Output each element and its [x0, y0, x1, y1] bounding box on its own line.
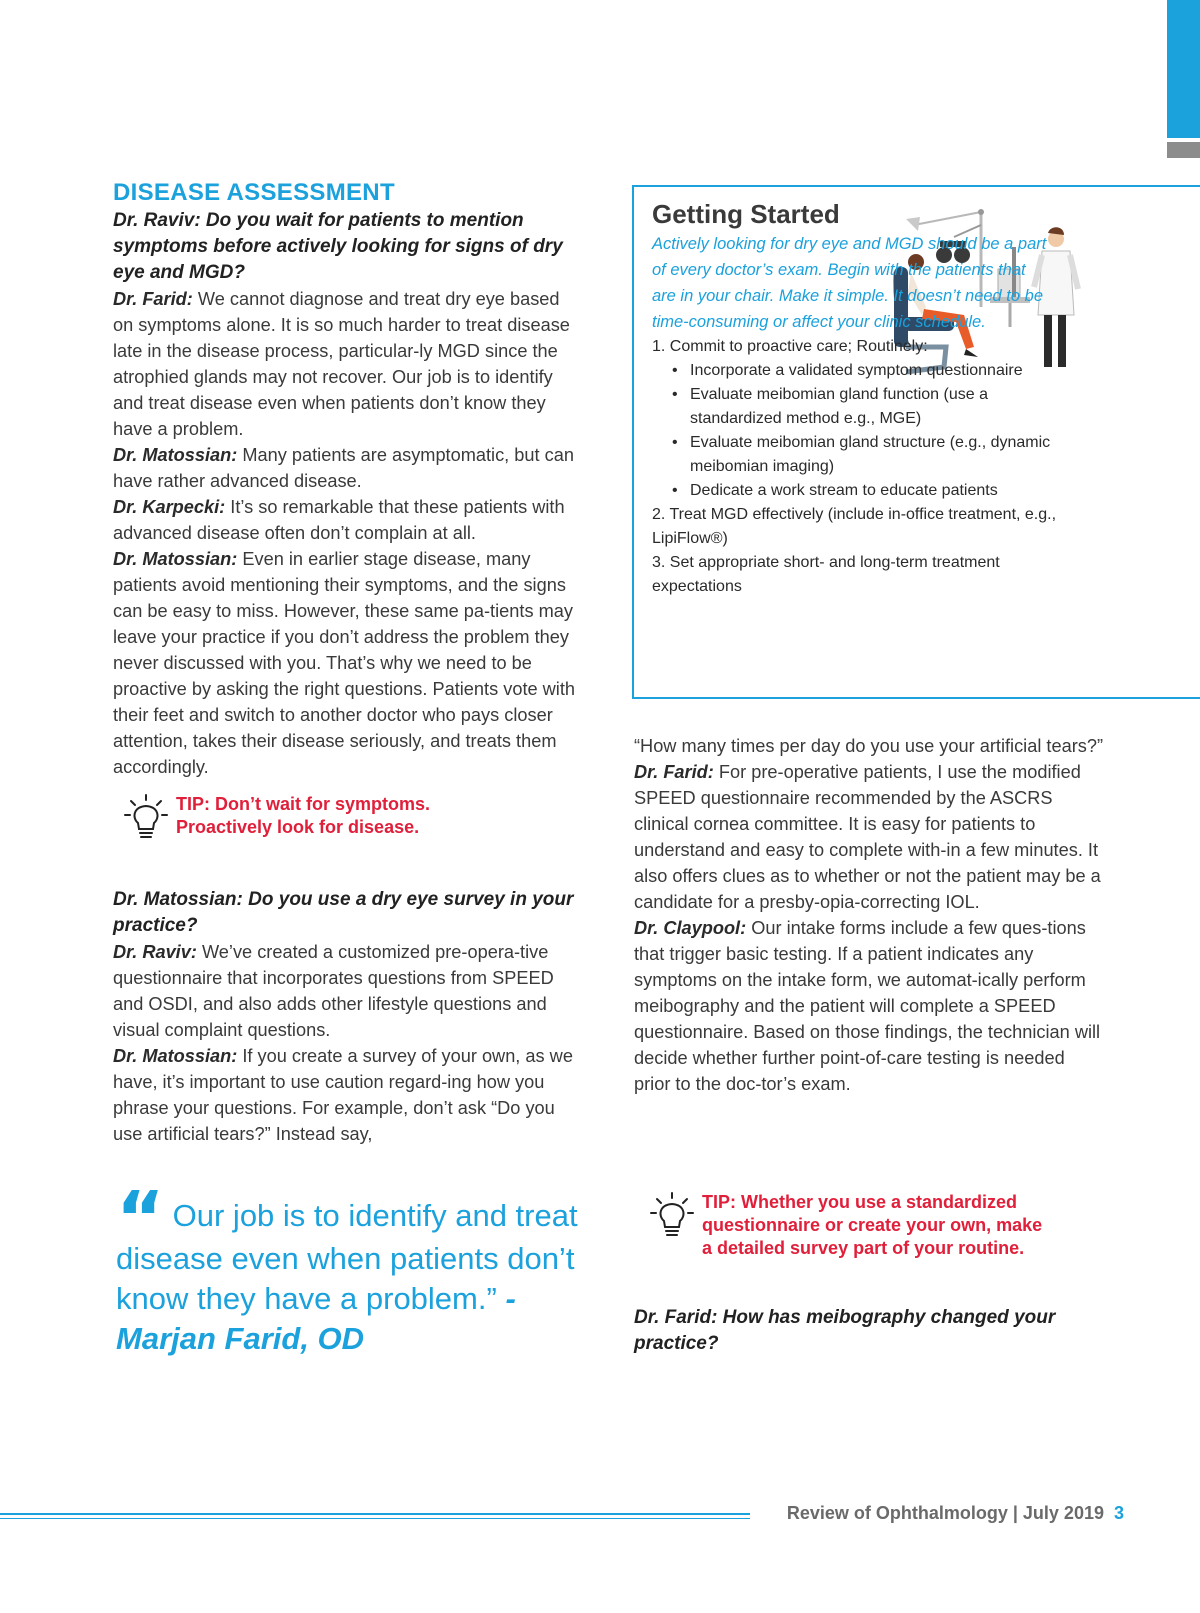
answer-paragraph — [634, 915, 1104, 1097]
answer-text: Our intake forms include a few ques-tions that trigger basic testing. If a patient indicates any symptoms on the intake form, we automat-ically perform meibography and the patient will complete a SPEED questionnaire. Based on those findings, the technician will decide whether further point-of-care testing is needed prior to the doc-tor’s exam. — [634, 918, 1101, 1094]
footer-rule — [0, 1518, 750, 1519]
page-number: 3 — [1113, 1503, 1124, 1523]
answer-paragraph — [634, 759, 1104, 915]
answer-paragraph — [113, 546, 583, 780]
continued-text: “How many times per day do you use your artificial tears?” — [634, 736, 1104, 756]
speaker: Dr. Matossian: — [113, 1046, 238, 1066]
answer-text: Many patients are asymptomatic, but can have rather advanced disease. — [113, 445, 574, 491]
speaker: Dr. Matossian: — [113, 549, 238, 569]
step-item: 1. Commit to proactive care; Routinely: — [652, 338, 928, 355]
question-1: Dr. Raviv: Do you wait for patients to mention symptoms before actively looking for signs of dry eye and MGD? — [113, 210, 563, 283]
bullet-item: • Incorporate a validated symptom questionnaire — [690, 359, 1082, 383]
bullet-item: • Dedicate a work stream to educate patients — [690, 479, 1082, 503]
quote-author: - Marjan Farid, OD — [116, 1281, 516, 1356]
step-item: 2. Treat MGD effectively (include in-office treatment, e.g., LipiFlow®) — [652, 506, 1057, 547]
tip-line: TIP: Whether you use a standardized — [702, 1192, 1018, 1212]
tip-line: TIP: Don’t wait for symptoms. — [176, 794, 431, 814]
bullet-item: • Evaluate meibomian gland structure (e.g., dynamic meibomian imaging) — [690, 431, 1082, 479]
tip-text — [702, 1191, 1042, 1260]
lightbulb-icon — [650, 1191, 694, 1243]
lightbulb-icon — [124, 793, 168, 845]
speaker: Dr. Karpecki: — [113, 497, 226, 517]
question-2: Dr. Matossian: Do you use a dry eye survey in your practice? — [113, 889, 574, 936]
answer-text: We’ve created a customized pre-opera-tive questionnaire that incorporates questions from SPEED and OSDI, and also adds other lifestyle questions and visual complaint questions. — [113, 942, 554, 1040]
footer — [787, 1503, 1124, 1524]
tip-text — [176, 793, 430, 839]
box-intro: Actively looking for dry eye and MGD should be a part of every doctor’s exam. Begin with the patients that are in your chair. Make it simple. It doesn’t need to be time-consuming or affect your clinic schedule. — [652, 235, 1047, 331]
answer-paragraph — [113, 939, 583, 1043]
answer-paragraph — [113, 494, 583, 546]
question-3: Dr. Farid: How has meibography changed your practice? — [634, 1307, 1056, 1354]
answer-text: Even in earlier stage disease, many patients avoid mentioning their symptoms, and the signs can be easy to miss. However, these same pa-tients may leave your practice if you don’t address the problem they never discussed with you. That’s why we need to be proactive by asking the right questions. Patients vote with their feet and switch to another doctor who pays closer attention, takes their disease seriously, and treats them accordingly. — [113, 549, 576, 777]
bullet-item: • Evaluate meibomian gland function (use a standardized method e.g., MGE) — [690, 383, 1082, 431]
answer-text: We cannot diagnose and treat dry eye based on symptoms alone. It is so much harder to treat disease late in the disease process, particular-ly MGD since the atrophied glands may not recover. Our job is to identify and treat disease even when patients don’t know they have a problem. — [113, 289, 570, 439]
speaker: Dr. Farid: — [634, 762, 714, 782]
tip-line: questionnaire or create your own, make — [702, 1215, 1043, 1235]
tip-line: a detailed survey part of your routine. — [702, 1238, 1025, 1258]
speaker: Dr. Claypool: — [634, 918, 747, 938]
speaker: Dr. Farid: — [113, 289, 193, 309]
getting-started-box — [632, 185, 1200, 699]
answer-paragraph — [113, 1043, 583, 1147]
answer-text: If you create a survey of your own, as we have, it’s important to use caution regard-ing how you phrase your questions. For example, don’t ask “Do you use artificial tears?” Instead say, — [113, 1046, 573, 1144]
quote-mark-icon: “ — [116, 1176, 155, 1262]
box-content — [652, 199, 1082, 599]
tip-line: Proactively look for disease. — [176, 817, 420, 837]
tip-1 — [124, 793, 430, 845]
bullet-list — [652, 359, 1082, 503]
answer-paragraph — [113, 442, 583, 494]
step-item: 3. Set appropriate short- and long-term treatment expectations — [652, 554, 1000, 595]
left-column-lower — [113, 887, 583, 1147]
answer-paragraph — [113, 286, 583, 442]
answer-text: For pre-operative patients, I use the modified SPEED questionnaire recommended by the ASCRS clinical cornea committee. It is easy for patients to understand and easy to complete with-in a few minutes. It also offers clues as to whether or not the patient may be a candidate for a presby-opia-correcting IOL. — [634, 762, 1101, 912]
speaker: Dr. Raviv: — [113, 942, 197, 962]
publication-info: Review of Ophthalmology | July 2019 — [786, 1503, 1104, 1523]
steps-list — [652, 335, 1082, 599]
blue-edge-tab — [1167, 0, 1200, 138]
quote-text: Our job is to identify and treat disease even when patients don’t know they have a problem.” — [116, 1198, 578, 1316]
left-column — [113, 180, 583, 780]
section-heading: DISEASE ASSESSMENT — [113, 179, 395, 206]
speaker: Dr. Matossian: — [113, 445, 238, 465]
answer-text: It’s so remarkable that these patients with advanced disease often don’t complain at all. — [113, 497, 565, 543]
gray-edge-tab — [1167, 142, 1200, 158]
footer-rule — [0, 1513, 750, 1515]
pull-quote — [116, 1176, 586, 1359]
box-title: Getting Started — [652, 199, 840, 229]
right-column — [634, 733, 1104, 1097]
tip-2 — [650, 1191, 1042, 1260]
